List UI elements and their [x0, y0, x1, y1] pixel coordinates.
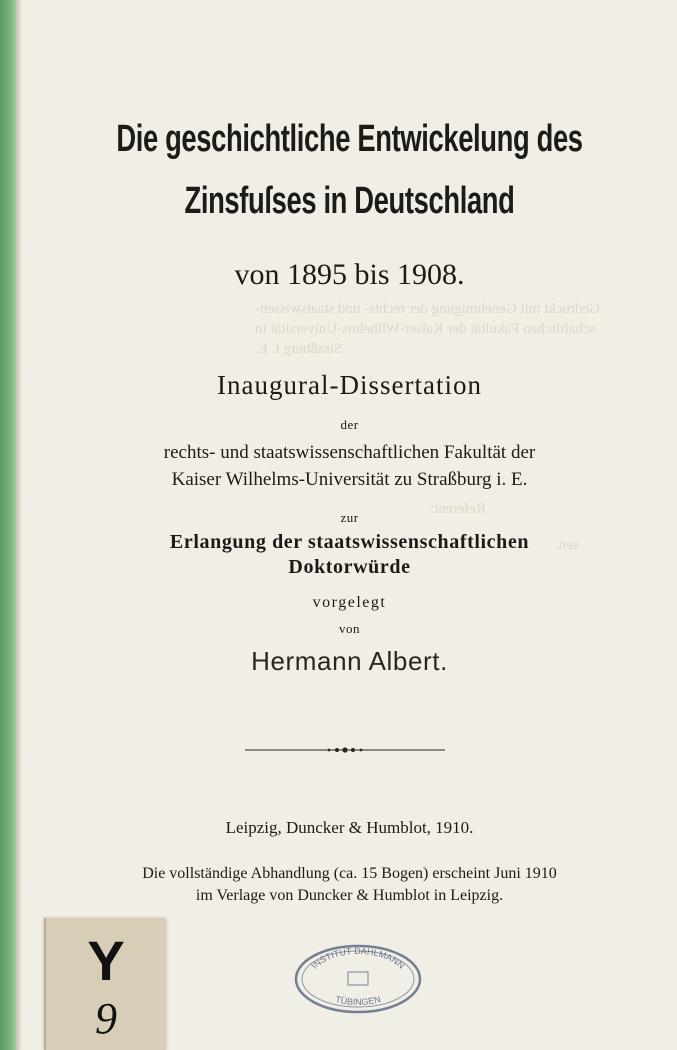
word-von: von — [339, 621, 360, 636]
word-zur: zur — [340, 510, 359, 525]
title-line-2: Zinsfuſses in Deutschland — [184, 180, 515, 222]
show-through-line-3: Straßburg i. E. — [255, 341, 343, 357]
svg-text:INSTITUT DAHLMANN — [309, 946, 406, 971]
library-shelf-label — [44, 918, 166, 1050]
shelf-label-letter: Y — [87, 929, 125, 992]
green-binding-strip — [0, 0, 16, 1050]
shelf-label-number: 9 — [95, 994, 117, 1043]
faculty-line-1: rechts- und staatswissenschaftlichen Fakultät der — [163, 442, 536, 463]
show-through-line-2: schaftlichen Fakultät der Kaiser-Wilhelms-Universität in — [255, 321, 596, 337]
title-line-1: Die geschichtliche Entwickelung des — [116, 118, 583, 160]
author-name: Hermann Albert. — [251, 646, 448, 676]
publisher-line: Leipzig, Duncker & Humblot, 1910. — [225, 818, 474, 837]
show-through-line-4: Referent: — [430, 501, 486, 517]
faculty-line-2: Kaiser Wilhelms-Universität zu Straßburg i. E. — [171, 469, 528, 490]
purpose-line-2: Doktorwürde — [288, 556, 411, 578]
purpose-line-1: Erlangung der staatswissenschaftlichen — [169, 531, 530, 553]
word-der: der — [340, 417, 359, 432]
word-vorgelegt: vorgelegt — [312, 594, 387, 611]
ornamental-rule — [245, 745, 445, 755]
publication-note-line-2: im Verlage von Duncker & Humblot in Leipzig. — [195, 887, 504, 904]
stamp-text-top: INSTITUT DAHLMANN — [309, 945, 407, 971]
show-through-line-5: sen. — [555, 537, 579, 553]
stamp-text-bottom: TÜBINGEN — [334, 994, 382, 1008]
period-subtitle: von 1895 bis 1908. — [234, 258, 465, 291]
dissertation-heading: Inaugural-Dissertation — [217, 370, 482, 400]
svg-text:TÜBINGEN — [334, 994, 381, 1007]
library-stamp — [292, 942, 424, 1016]
publication-note-line-1: Die vollständige Abhandlung (ca. 15 Bogen) erscheint Juni 1910 — [142, 865, 557, 882]
show-through-line-1: Gedruckt mit Genehmigung der rechts- und staatswissen- — [255, 301, 600, 317]
